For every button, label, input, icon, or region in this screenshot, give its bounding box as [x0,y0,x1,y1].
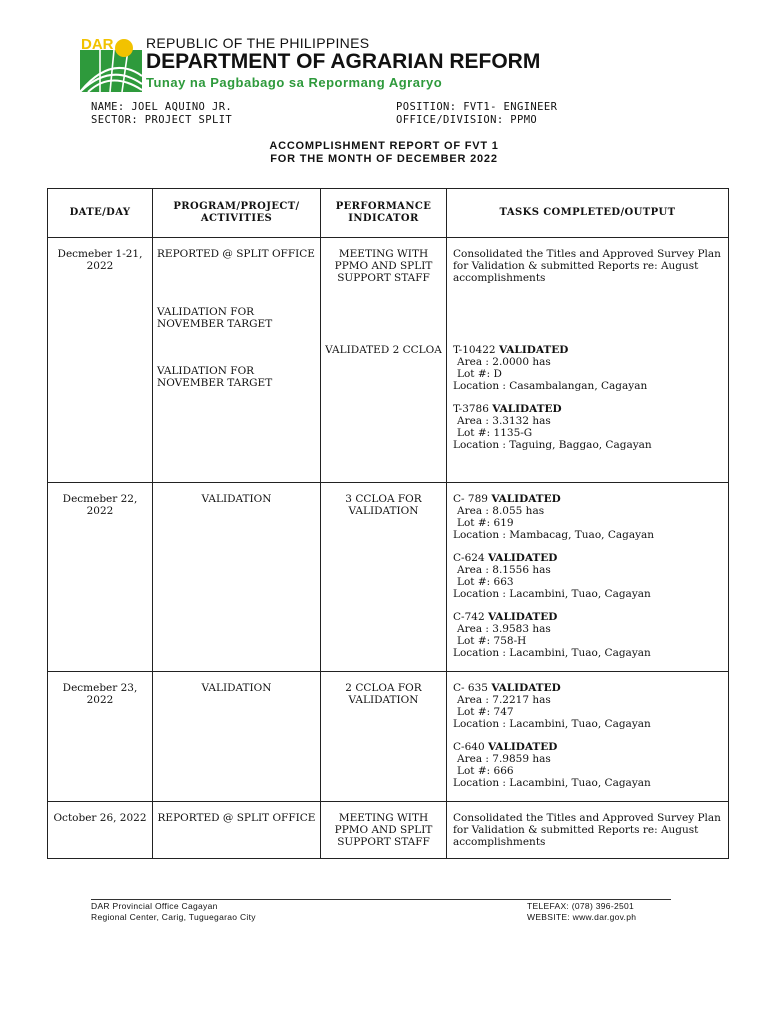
task-id: C-742 [453,611,485,623]
date-cell [48,672,153,802]
date-text: October 26, 2022 [53,812,147,824]
tasks-cell [447,238,729,483]
task-lot: Lot #: D [457,368,502,380]
table-header-row [48,189,729,238]
indicator-cell [321,483,447,672]
task-lot: Lot #: 619 [457,517,514,529]
task-lot: Lot #: 1135-G [457,427,533,439]
table-row [48,483,729,672]
task-area: Area : 7.2217 has [457,694,551,706]
footer-telefax: TELEFAX: (078) 396-2501 [527,901,635,911]
task-entry [453,552,724,600]
dar-logo-icon [80,36,142,92]
footer-website: WEBSITE: www.dar.gov.ph [527,912,637,922]
republic-label: REPUBLIC OF THE PHILIPPINES [146,35,370,51]
task-lot: Lot #: 666 [457,765,514,777]
program-text: VALIDATION FOR NOVEMBER TARGET [157,306,273,330]
task-lot: Lot #: 663 [457,576,514,588]
task-entry [453,611,724,659]
task-location: Location : Casambalangan, Cagayan [453,380,648,392]
task-entry [453,344,724,392]
task-id: T-10422 [453,344,496,356]
program-text: REPORTED @ SPLIT OFFICE [157,248,315,260]
employee-info-left [91,101,232,127]
task-area: Area : 7.9859 has [457,753,551,765]
task-id: C-624 [453,552,485,564]
task-area: Area : 8.055 has [457,505,545,517]
task-entry [453,493,724,541]
date-cell [48,483,153,672]
task-id: C-640 [453,741,485,753]
task-entry [453,403,724,451]
letterhead [80,34,700,96]
footer-address [91,901,256,923]
program-cell [153,483,321,672]
task-location: Location : Lacambini, Tuao, Cagayan [453,647,651,659]
table-row [48,802,729,859]
task-lot: Lot #: 758-H [457,635,527,647]
summary-text: Consolidated the Titles and Approved Survey Plan for Validation & submitted Reports re: August accomplishments [453,812,721,848]
tagline: Tunay na Pagbabago sa Repormang Agraryo [146,75,443,90]
table-row [48,672,729,802]
task-id: C- 635 [453,682,488,694]
accomplishment-table [47,188,729,859]
task-entry [453,741,724,789]
report-title-line1: ACCOMPLISHMENT REPORT OF FVT 1 [269,140,499,152]
task-status: VALIDATED [487,741,558,753]
header-program: PROGRAM/PROJECT/ ACTIVITIES [153,189,321,238]
footer-contact [527,901,636,923]
task-area: Area : 2.0000 has [457,356,551,368]
indicator-text: MEETING WITH PPMO AND SPLIT SUPPORT STAFF [334,248,433,284]
logo-text: DAR [81,36,114,53]
date-cell [48,238,153,483]
task-location: Location : Lacambini, Tuao, Cagayan [453,777,651,789]
task-location: Location : Lacambini, Tuao, Cagayan [453,718,651,730]
indicator-cell [321,672,447,802]
summary-text: Consolidated the Titles and Approved Survey Plan for Validation & submitted Reports re: August accomplishments [453,248,721,284]
indicator-text: MEETING WITH PPMO AND SPLIT SUPPORT STAFF [334,812,433,848]
task-status: VALIDATED [487,611,558,623]
date-cell [48,802,153,859]
task-lot: Lot #: 747 [457,706,514,718]
task-area: Area : 3.3132 has [457,415,551,427]
footer-street: Regional Center, Carig, Tuguegarao City [91,912,256,922]
date-text: Decmeber 22, 2022 [62,493,138,517]
employee-position: POSITION: FVT1- ENGINEER [396,101,558,113]
task-status: VALIDATED [492,403,562,415]
indicator-text: 3 CCLOA FOR VALIDATION [345,493,422,517]
header-tasks: TASKS COMPLETED/OUTPUT [447,189,729,238]
employee-info-right [396,101,557,127]
task-id: C- 789 [453,493,488,505]
program-text: VALIDATION FOR NOVEMBER TARGET [157,365,273,389]
tasks-cell [447,483,729,672]
employee-office: OFFICE/DIVISION: PPMO [396,114,538,126]
program-cell [153,802,321,859]
indicator-text: 2 CCLOA FOR VALIDATION [345,682,422,706]
report-title [0,140,768,166]
report-title-line2: FOR THE MONTH OF DECEMBER 2022 [270,153,498,165]
tasks-cell [447,802,729,859]
header-indicator: PERFORMANCE INDICATOR [321,189,447,238]
department-name: DEPARTMENT OF AGRARIAN REFORM [146,50,541,73]
table-row [48,238,729,483]
task-location: Location : Taguing, Baggao, Cagayan [453,439,652,451]
indicator-cell [321,238,447,483]
employee-name: NAME: JOEL AQUINO JR. [91,101,233,113]
program-text: VALIDATION [201,493,272,505]
header-date: DATE/DAY [48,189,153,238]
task-area: Area : 8.1556 has [457,564,551,576]
task-area: Area : 3.9583 has [457,623,551,635]
task-location: Location : Mambacag, Tuao, Cagayan [453,529,655,541]
date-text: Decmeber 1-21, 2022 [57,248,143,272]
tasks-cell [447,672,729,802]
indicator-cell [321,802,447,859]
program-cell [153,238,321,483]
date-text: Decmeber 23, 2022 [62,682,138,706]
program-text: VALIDATION [201,682,272,694]
task-status: VALIDATED [491,682,561,694]
task-status: VALIDATED [491,493,561,505]
task-status: VALIDATED [498,344,569,356]
employee-sector: SECTOR: PROJECT SPLIT [91,114,233,126]
program-cell [153,672,321,802]
indicator-text: VALIDATED 2 CCLOA [325,344,442,356]
footer-divider [91,899,671,900]
task-entry [453,682,724,730]
task-status: VALIDATED [487,552,558,564]
footer-office: DAR Provincial Office Cagayan [91,901,218,911]
program-text: REPORTED @ SPLIT OFFICE [157,812,316,824]
task-id: T-3786 [453,403,489,415]
task-location: Location : Lacambini, Tuao, Cagayan [453,588,651,600]
